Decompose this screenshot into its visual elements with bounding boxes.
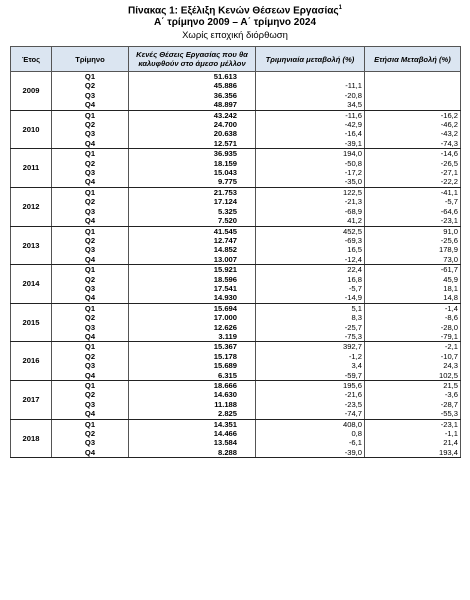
table-row [11, 361, 461, 370]
vacancies-cell: 18.596 [129, 275, 256, 284]
table-row [11, 390, 461, 399]
annual-change-cell: -10,7 [365, 352, 461, 361]
quarter-cell: Q2 [52, 313, 129, 322]
quarterly-change-cell: -5,7 [256, 284, 365, 293]
table-row [11, 245, 461, 254]
quarterly-change-cell: -20,8 [256, 91, 365, 100]
annual-change-cell: -61,7 [365, 265, 461, 275]
vacancies-cell: 12.747 [129, 236, 256, 245]
annual-change-cell: 18,1 [365, 284, 461, 293]
quarterly-change-cell: -74,7 [256, 409, 365, 419]
vacancies-cell: 48.897 [129, 100, 256, 110]
quarterly-change-cell: -42,9 [256, 120, 365, 129]
vacancies-cell: 17.124 [129, 197, 256, 206]
vacancies-cell: 14.852 [129, 245, 256, 254]
quarterly-change-cell: 16,5 [256, 245, 365, 254]
vacancies-cell: 2.825 [129, 409, 256, 419]
table-row [11, 313, 461, 322]
table-row [11, 448, 461, 458]
vacancies-cell: 15.178 [129, 352, 256, 361]
annual-change-cell: -41,1 [365, 187, 461, 197]
quarter-cell: Q2 [52, 236, 129, 245]
year-cell: 2018 [11, 419, 52, 458]
year-cell: 2013 [11, 226, 52, 265]
annual-change-cell [365, 81, 461, 90]
quarterly-change-cell: -50,8 [256, 159, 365, 168]
quarterly-change-cell: 408,0 [256, 419, 365, 429]
vacancies-cell: 15.367 [129, 342, 256, 352]
quarterly-change-cell: -39,1 [256, 139, 365, 149]
year-cell: 2015 [11, 303, 52, 342]
table-row [11, 120, 461, 129]
vacancies-cell: 15.694 [129, 303, 256, 313]
annual-change-cell: -25,6 [365, 236, 461, 245]
table-row [11, 371, 461, 381]
annual-change-cell: -79,1 [365, 332, 461, 342]
quarterly-change-cell: -23,5 [256, 400, 365, 409]
vacancies-cell: 36.935 [129, 149, 256, 159]
quarterly-change-cell: -12,4 [256, 255, 365, 265]
quarter-cell: Q4 [52, 255, 129, 265]
table-row [11, 323, 461, 332]
quarter-cell: Q2 [52, 120, 129, 129]
annual-change-cell: -1,1 [365, 429, 461, 438]
quarter-cell: Q4 [52, 409, 129, 419]
annual-change-cell: -5,7 [365, 197, 461, 206]
table-row [11, 255, 461, 265]
quarter-cell: Q1 [52, 419, 129, 429]
annual-change-cell: -26,5 [365, 159, 461, 168]
quarterly-change-cell: -6,1 [256, 438, 365, 447]
vacancies-cell: 11.188 [129, 400, 256, 409]
annual-change-cell: -16,2 [365, 110, 461, 120]
quarter-cell: Q2 [52, 352, 129, 361]
annual-change-cell: -28,0 [365, 323, 461, 332]
annual-change-cell [365, 72, 461, 82]
vacancies-cell: 21.753 [129, 187, 256, 197]
quarter-cell: Q1 [52, 72, 129, 82]
quarter-cell: Q4 [52, 371, 129, 381]
quarterly-change-cell: 16,8 [256, 275, 365, 284]
quarter-cell: Q3 [52, 361, 129, 370]
annual-change-cell: -14,6 [365, 149, 461, 159]
annual-change-cell: -64,6 [365, 207, 461, 216]
table-row [11, 342, 461, 352]
annual-change-cell: 178,9 [365, 245, 461, 254]
quarterly-change-cell: -25,7 [256, 323, 365, 332]
year-cell: 2014 [11, 265, 52, 304]
year-cell: 2009 [11, 72, 52, 111]
table-subtitle: Χωρίς εποχική διόρθωση [182, 30, 288, 42]
annual-change-cell: 102,5 [365, 371, 461, 381]
vacancies-cell: 45.886 [129, 81, 256, 90]
quarter-cell: Q4 [52, 448, 129, 458]
annual-change-cell: -74,3 [365, 139, 461, 149]
header-quarterly-change: Τριμηνιαία μεταβολή (%) [256, 47, 365, 72]
quarterly-change-cell: -21,6 [256, 390, 365, 399]
vacancies-cell: 15.043 [129, 168, 256, 177]
quarter-cell: Q3 [52, 284, 129, 293]
annual-change-cell: 24,3 [365, 361, 461, 370]
annual-change-cell: -43,2 [365, 129, 461, 138]
annual-change-cell: -46,2 [365, 120, 461, 129]
annual-change-cell: -23,1 [365, 216, 461, 226]
vacancies-cell: 15.921 [129, 265, 256, 275]
table-row [11, 429, 461, 438]
table-row [11, 129, 461, 138]
table-row [11, 139, 461, 149]
quarter-cell: Q1 [52, 303, 129, 313]
title-line-2: Α΄ τρίμηνο 2009 – Α΄ τρίμηνο 2024 [153, 17, 317, 29]
quarterly-change-cell: 5,1 [256, 303, 365, 313]
quarterly-change-cell: 22,4 [256, 265, 365, 275]
year-cell: 2017 [11, 381, 52, 420]
annual-change-cell: -22,2 [365, 177, 461, 187]
annual-change-cell: -1,4 [365, 303, 461, 313]
quarterly-change-cell: 452,5 [256, 226, 365, 236]
table-row [11, 100, 461, 110]
year-cell: 2011 [11, 149, 52, 188]
quarter-cell: Q4 [52, 100, 129, 110]
vacancies-cell: 8.288 [129, 448, 256, 458]
quarterly-change-cell: -69,3 [256, 236, 365, 245]
annual-change-cell: -55,3 [365, 409, 461, 419]
vacancies-cell: 24.700 [129, 120, 256, 129]
table-row [11, 409, 461, 419]
title-footnote-marker: 1 [338, 5, 342, 11]
annual-change-cell [365, 100, 461, 110]
vacancies-cell: 14.351 [129, 419, 256, 429]
table-row [11, 168, 461, 177]
quarterly-change-cell: -75,3 [256, 332, 365, 342]
table-row [11, 226, 461, 236]
table-row [11, 72, 461, 82]
table-row [11, 332, 461, 342]
quarter-cell: Q1 [52, 265, 129, 275]
annual-change-cell: -3,6 [365, 390, 461, 399]
quarterly-change-cell: -16,4 [256, 129, 365, 138]
table-row [11, 177, 461, 187]
annual-change-cell: 193,4 [365, 448, 461, 458]
vacancies-cell: 41.545 [129, 226, 256, 236]
vacancies-cell: 36.356 [129, 91, 256, 100]
header-vacancies: Κενές Θέσεις Εργασίας που θα καλυφθούν στο άμεσο μέλλον [129, 47, 256, 72]
vacancies-cell: 14.466 [129, 429, 256, 438]
vacancies-cell: 6.315 [129, 371, 256, 381]
vacancies-cell: 43.242 [129, 110, 256, 120]
vacancies-cell: 13.007 [129, 255, 256, 265]
quarterly-change-cell: -17,2 [256, 168, 365, 177]
table-row [11, 81, 461, 90]
header-year: Έτος [11, 47, 52, 72]
quarter-cell: Q4 [52, 332, 129, 342]
year-cell: 2012 [11, 187, 52, 226]
quarterly-change-cell: 8,3 [256, 313, 365, 322]
quarter-cell: Q4 [52, 216, 129, 226]
table-row [11, 91, 461, 100]
year-cell: 2016 [11, 342, 52, 381]
vacancies-cell: 13.584 [129, 438, 256, 447]
header-quarter: Τρίμηνο [52, 47, 129, 72]
annual-change-cell: -28,7 [365, 400, 461, 409]
table-row [11, 149, 461, 159]
table-row [11, 352, 461, 361]
annual-change-cell [365, 91, 461, 100]
quarter-cell: Q3 [52, 245, 129, 254]
table-row [11, 381, 461, 391]
quarter-cell: Q4 [52, 139, 129, 149]
annual-change-cell: -27,1 [365, 168, 461, 177]
vacancies-cell: 12.571 [129, 139, 256, 149]
quarterly-change-cell: -1,2 [256, 352, 365, 361]
quarterly-change-cell [256, 72, 365, 82]
table-row [11, 275, 461, 284]
quarterly-change-cell: 194,0 [256, 149, 365, 159]
annual-change-cell: 45,9 [365, 275, 461, 284]
quarter-cell: Q1 [52, 226, 129, 236]
vacancies-cell: 14.630 [129, 390, 256, 399]
quarter-cell: Q2 [52, 390, 129, 399]
vacancies-cell: 5.325 [129, 207, 256, 216]
table-row [11, 293, 461, 303]
table-title [0, 0, 470, 29]
table-row [11, 187, 461, 197]
quarter-cell: Q3 [52, 91, 129, 100]
quarterly-change-cell: 392,7 [256, 342, 365, 352]
vacancies-cell: 12.626 [129, 323, 256, 332]
annual-change-cell: 14,8 [365, 293, 461, 303]
quarterly-change-cell: 122,5 [256, 187, 365, 197]
table-row [11, 197, 461, 206]
quarterly-change-cell: -35,0 [256, 177, 365, 187]
quarter-cell: Q2 [52, 197, 129, 206]
table-row [11, 159, 461, 168]
quarterly-change-cell: -21,3 [256, 197, 365, 206]
table-row [11, 438, 461, 447]
vacancies-table [10, 46, 461, 458]
table-row [11, 419, 461, 429]
quarterly-change-cell: 0,8 [256, 429, 365, 438]
quarter-cell: Q1 [52, 110, 129, 120]
quarter-cell: Q4 [52, 177, 129, 187]
year-cell: 2010 [11, 110, 52, 149]
annual-change-cell: 21,5 [365, 381, 461, 391]
vacancies-cell: 7.520 [129, 216, 256, 226]
quarter-cell: Q3 [52, 438, 129, 447]
quarterly-change-cell: -39,0 [256, 448, 365, 458]
annual-change-cell: -8,6 [365, 313, 461, 322]
vacancies-cell: 14.930 [129, 293, 256, 303]
quarter-cell: Q3 [52, 323, 129, 332]
quarterly-change-cell: 34,5 [256, 100, 365, 110]
vacancies-cell: 3.119 [129, 332, 256, 342]
table-row [11, 236, 461, 245]
table-row [11, 110, 461, 120]
quarterly-change-cell: -59,7 [256, 371, 365, 381]
annual-change-cell: 91,0 [365, 226, 461, 236]
title-line-1: Πίνακας 1: Εξέλιξη Κενών Θέσεων Εργασίας [128, 5, 339, 17]
quarter-cell: Q1 [52, 342, 129, 352]
vacancies-cell: 17.541 [129, 284, 256, 293]
quarterly-change-cell: -68,9 [256, 207, 365, 216]
quarter-cell: Q3 [52, 129, 129, 138]
quarter-cell: Q3 [52, 400, 129, 409]
table-row [11, 216, 461, 226]
table-row [11, 284, 461, 293]
quarter-cell: Q2 [52, 275, 129, 284]
vacancies-cell: 17.000 [129, 313, 256, 322]
annual-change-cell: 73,0 [365, 255, 461, 265]
header-annual-change: Ετήσια Μεταβολή (%) [365, 47, 461, 72]
annual-change-cell: -23,1 [365, 419, 461, 429]
vacancies-cell: 20.638 [129, 129, 256, 138]
vacancies-cell: 18.159 [129, 159, 256, 168]
quarter-cell: Q1 [52, 187, 129, 197]
quarterly-change-cell: 195,6 [256, 381, 365, 391]
annual-change-cell: -2,1 [365, 342, 461, 352]
table-row [11, 303, 461, 313]
header-row [11, 47, 461, 72]
vacancies-cell: 18.666 [129, 381, 256, 391]
vacancies-cell: 51.613 [129, 72, 256, 82]
quarterly-change-cell: -11,6 [256, 110, 365, 120]
quarter-cell: Q2 [52, 159, 129, 168]
quarter-cell: Q2 [52, 429, 129, 438]
quarter-cell: Q1 [52, 381, 129, 391]
table-row [11, 400, 461, 409]
quarter-cell: Q4 [52, 293, 129, 303]
quarterly-change-cell: 3,4 [256, 361, 365, 370]
quarterly-change-cell: 41,2 [256, 216, 365, 226]
table-row [11, 265, 461, 275]
vacancies-cell: 9.775 [129, 177, 256, 187]
quarter-cell: Q2 [52, 81, 129, 90]
quarterly-change-cell: -11,1 [256, 81, 365, 90]
quarter-cell: Q3 [52, 207, 129, 216]
table-row [11, 207, 461, 216]
quarterly-change-cell: -14,9 [256, 293, 365, 303]
quarter-cell: Q3 [52, 168, 129, 177]
annual-change-cell: 21,4 [365, 438, 461, 447]
quarter-cell: Q1 [52, 149, 129, 159]
vacancies-cell: 15.689 [129, 361, 256, 370]
